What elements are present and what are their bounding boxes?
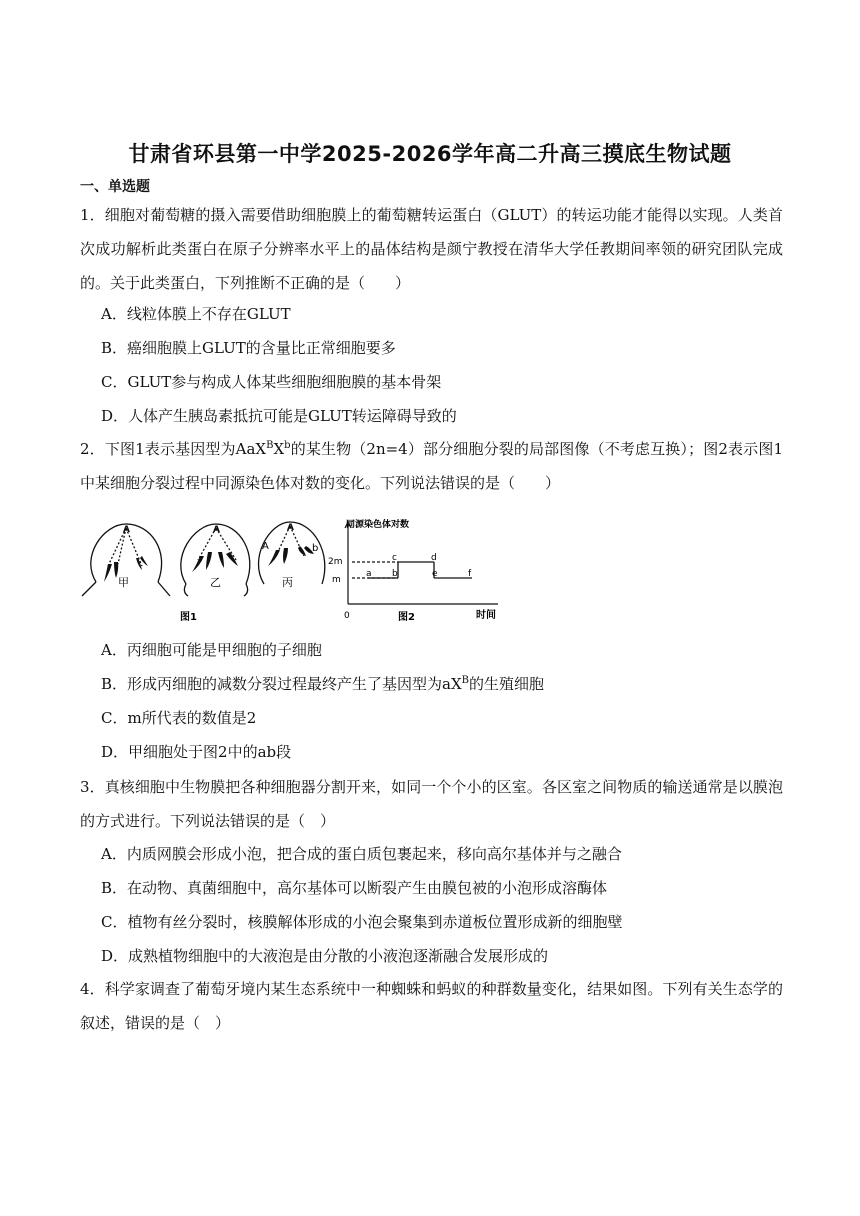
question-2-option-b-superscript: B bbox=[461, 675, 470, 686]
question-3-option-b: B．在动物、真菌细胞中，高尔基体可以断裂产生由膜包被的小泡形成溶酶体 bbox=[101, 879, 608, 897]
question-4-stem: 4．科学家调查了葡萄牙境内某生态系统中一种蜘蛛和蚂蚁的种群数量变化，结果如图。下列有关生态学的叙述，错误的是（ ） bbox=[80, 980, 783, 1032]
graph-axes bbox=[345, 522, 498, 604]
cell-label-bing: 丙 bbox=[282, 576, 293, 589]
question-2-option-a: A．丙细胞可能是甲细胞的子细胞 bbox=[101, 641, 322, 659]
question-1-option-a: A．线粒体膜上不存在GLUT bbox=[101, 305, 291, 323]
graph-point-a: a bbox=[366, 569, 372, 579]
figure-2-caption: 图2 bbox=[398, 612, 415, 623]
svg-text:A: A bbox=[123, 525, 130, 535]
question-2-option-b-text: B．形成丙细胞的减数分裂过程最终产生了基因型为aX bbox=[101, 675, 462, 693]
question-2-option-c: C．m所代表的数值是2 bbox=[101, 709, 257, 727]
graph-y-tick-2m: 2m bbox=[328, 557, 343, 567]
graph-point-f: f bbox=[468, 569, 472, 579]
question-1-option-c: C．GLUT参与构成人体某些细胞细胞膜的基本骨架 bbox=[101, 373, 442, 391]
section-heading: 一、单选题 bbox=[80, 179, 150, 195]
svg-text:A: A bbox=[287, 523, 294, 533]
question-3-option-c: C．植物有丝分裂时，核膜解体形成的小泡会聚集到赤道板位置形成新的细胞壁 bbox=[101, 913, 623, 931]
cell-division-figure bbox=[78, 514, 508, 626]
cell-label-jia: 甲 bbox=[118, 576, 129, 589]
question-2-option-d: D．甲细胞处于图2中的ab段 bbox=[101, 743, 292, 761]
question-3-option-d: D．成熟植物细胞中的大液泡是由分散的小液泡逐渐融合发展形成的 bbox=[101, 947, 549, 965]
svg-text:A: A bbox=[213, 525, 220, 535]
gene-label-a: A bbox=[262, 541, 269, 552]
question-2-stem-part-a: 2．下图1表示基因型为AaX bbox=[80, 440, 267, 458]
question-2-stem bbox=[80, 432, 783, 500]
graph-point-e: e bbox=[432, 569, 438, 579]
figure-1-caption: 图1 bbox=[180, 612, 197, 623]
graph-origin: 0 bbox=[344, 611, 350, 621]
question-3-stem: 3．真核细胞中生物膜把各种细胞器分割开来，如同一个个小的区室。各区室之间物质的输送通常是以膜泡的方式进行。下列说法错误的是（ ） bbox=[80, 778, 783, 830]
graph-point-c: c bbox=[392, 553, 397, 563]
graph-y-tick-m: m bbox=[332, 575, 341, 585]
graph-y-label: 同源染色体对数 bbox=[346, 520, 410, 530]
graph-point-b: b bbox=[392, 569, 398, 579]
question-3-option-a: A．内质网膜会形成小泡，把合成的蛋白质包裹起来，移向高尔基体并与之融合 bbox=[101, 845, 622, 863]
question-1-stem: 1．细胞对葡萄糖的摄入需要借助细胞膜上的葡萄糖转运蛋白（GLUT）的转运功能才能得以实现。人类首次成功解析此类蛋白在原子分辨率水平上的晶体结构是颜宁教授在清华大学任教期间率领的研究团队完成的。关于此类蛋白，下列推断不正确的是（ ） bbox=[80, 206, 783, 292]
question-2-stem-part-c: 的某生物（2n=4）部分细胞分裂的局部图像（不考虑互换）；图2表示图1中某细胞分裂过程中同源染色体对数的变化。下列说法错误的是（ ） bbox=[80, 440, 784, 492]
question-2-superscript-lower-b: b bbox=[284, 440, 291, 451]
question-2-stem-part-b: X bbox=[273, 440, 285, 458]
question-2-superscript-b: B bbox=[266, 440, 274, 451]
graph-x-label: 时间 bbox=[476, 610, 496, 621]
question-2-option-b-tail: 的生殖细胞 bbox=[469, 675, 545, 693]
cell-label-yi: 乙 bbox=[210, 576, 221, 589]
gene-label-b: b bbox=[312, 543, 319, 554]
question-2-option-b bbox=[101, 674, 544, 694]
page-title: 甘肃省环县第一中学2025-2026学年高二升高三摸底生物试题 bbox=[128, 142, 732, 166]
graph-point-d: d bbox=[431, 553, 437, 563]
question-1-option-d: D．人体产生胰岛素抵抗可能是GLUT转运障碍导致的 bbox=[101, 407, 457, 425]
question-1-option-b: B．癌细胞膜上GLUT的含量比正常细胞要多 bbox=[101, 339, 396, 357]
